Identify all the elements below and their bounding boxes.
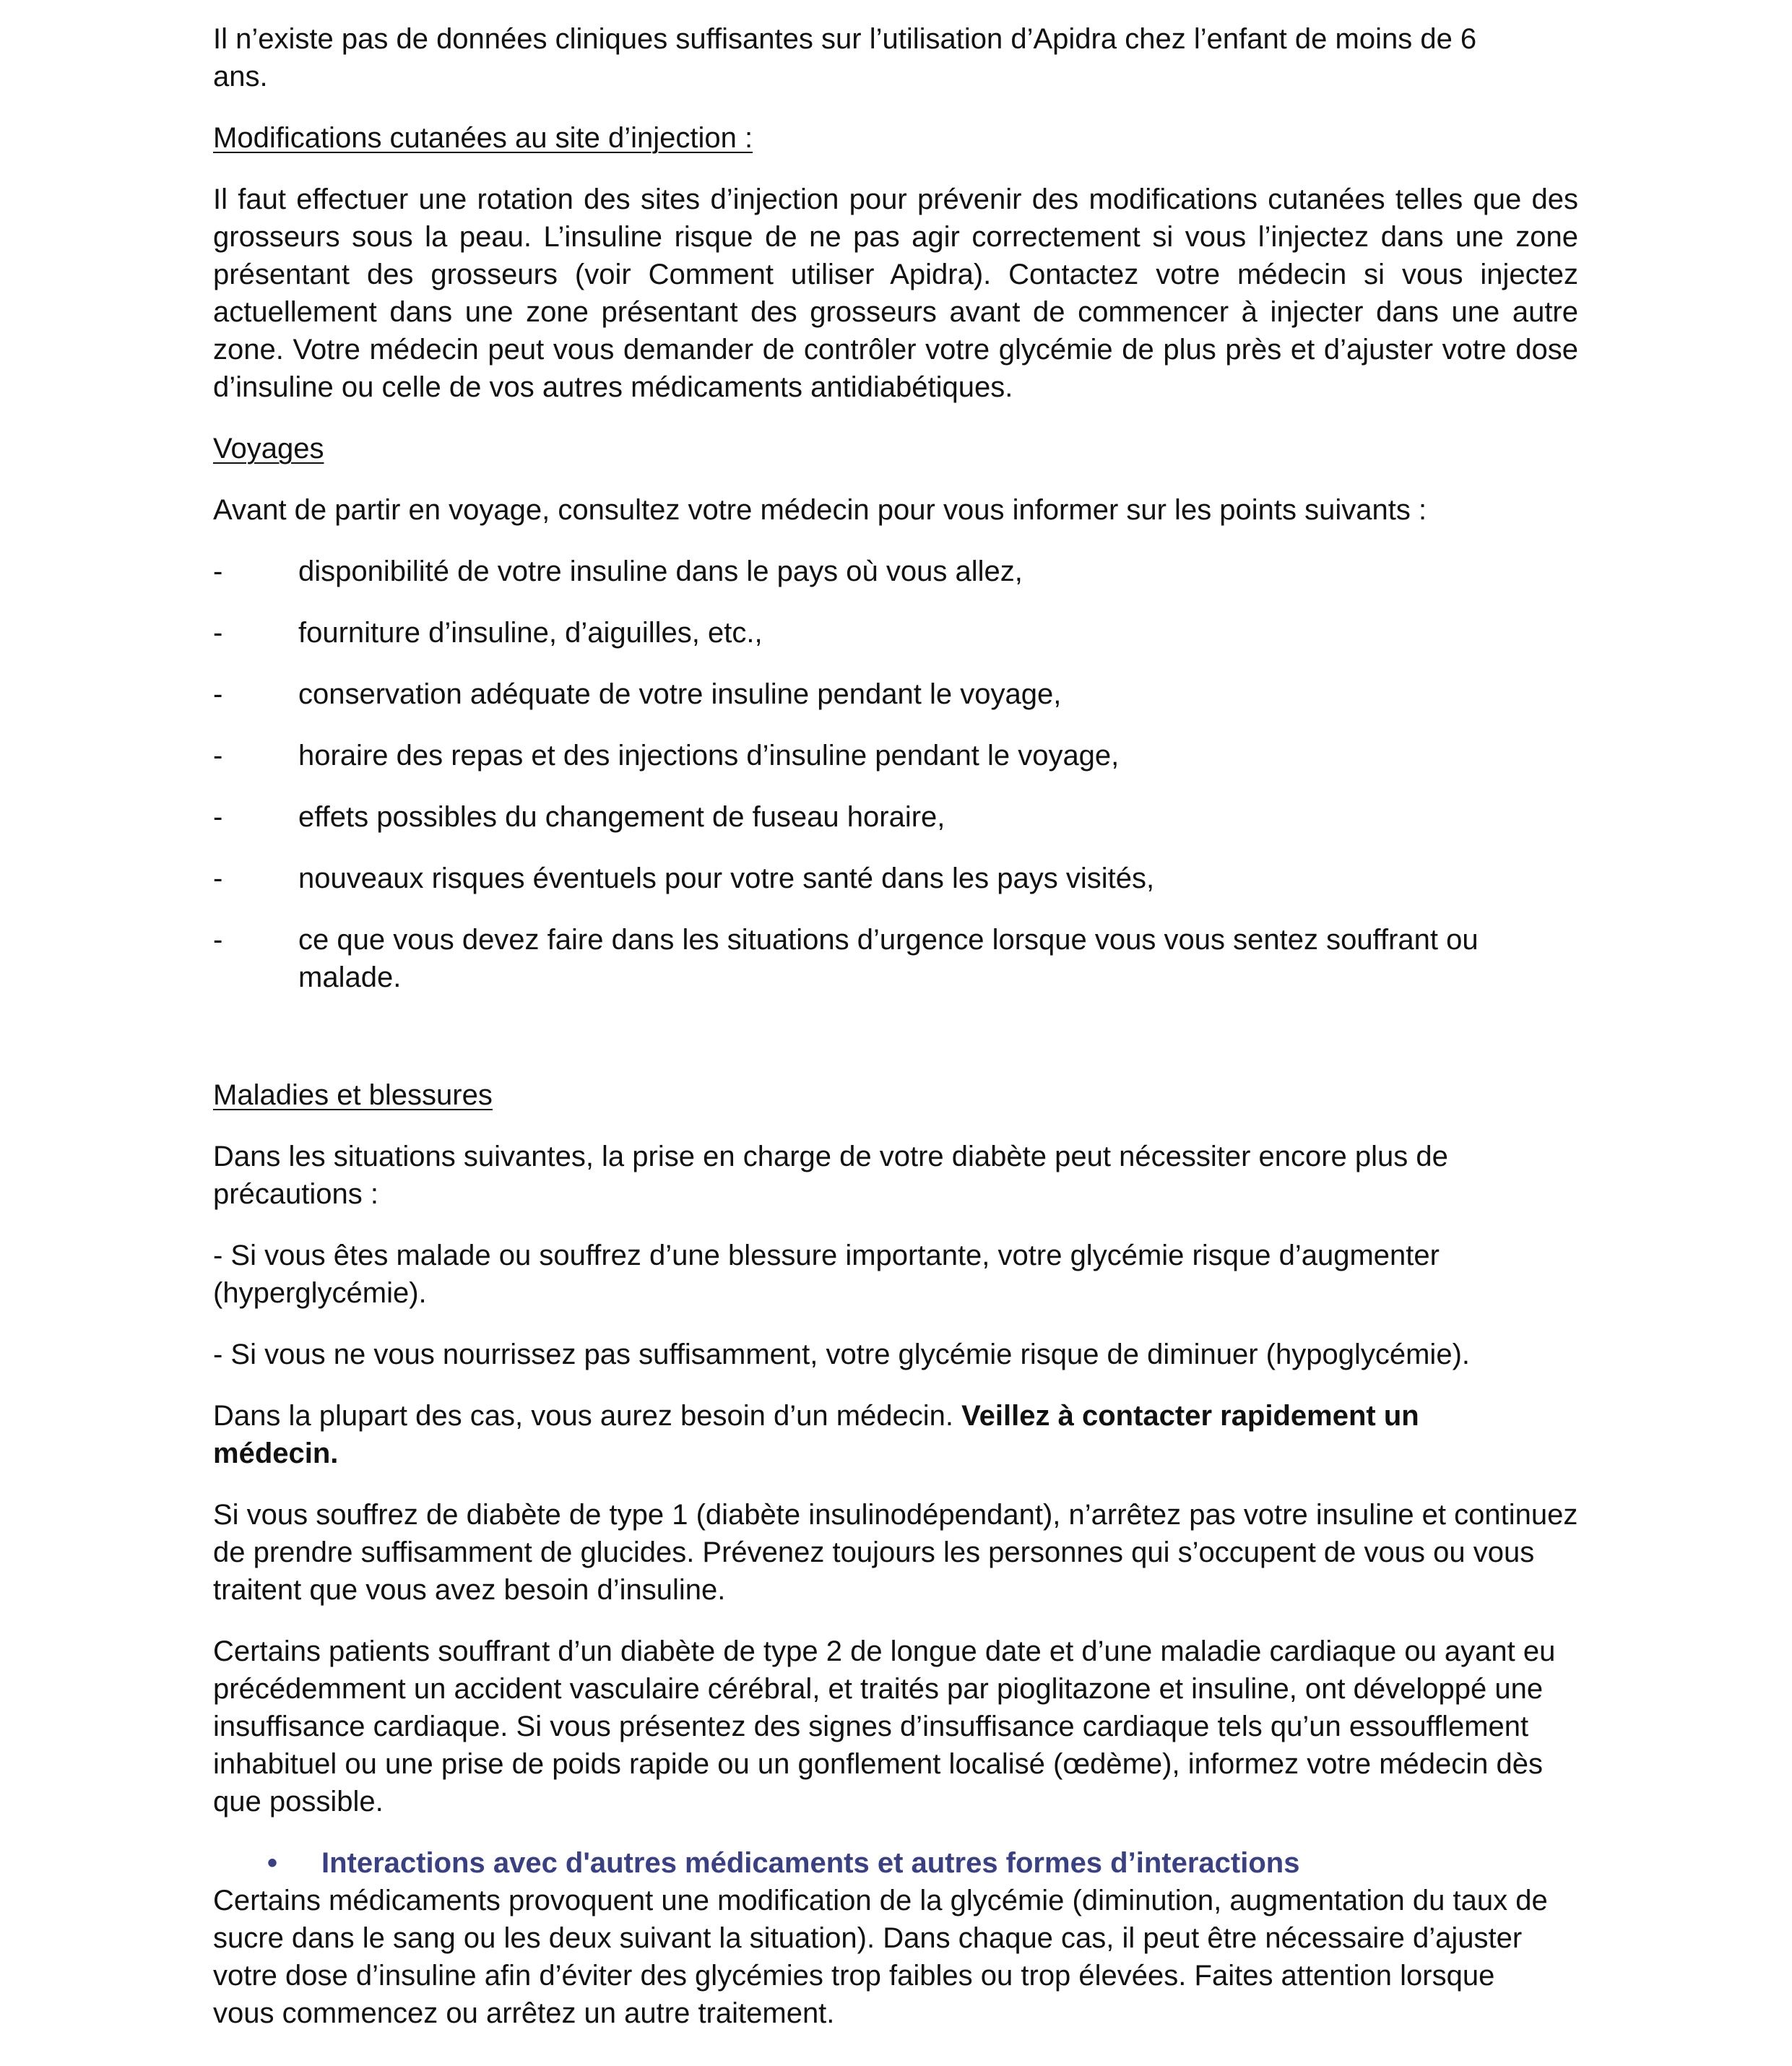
travel-heading: Voyages: [213, 433, 324, 464]
interactions-heading-text: Interactions avec d'autres médicaments et autres formes d’interactions: [321, 1847, 1300, 1879]
list-item-text: nouveaux risques éventuels pour votre santé dans les pays visités,: [298, 863, 1155, 894]
list-dash: -: [213, 924, 223, 956]
skin-paragraph: Il faut effectuer une rotation des sites d’injection pour prévenir des modifications cutanées telles que des grosseurs sous la peau. L’insuline risque de ne pas agir correctement si vous l’injectez dans une zone présentant des grosseurs (voir Comment utiliser Apidra). Contactez votre médecin si vous injectez actuellement dans une zone présentant des grosseurs avant de commencer à injecter dans une autre zone. Votre médecin peut vous demander de contrôler votre glycémie de plus près et d’ajuster votre dose d’insuline ou celle de vos autres médicaments antidiabétiques.: [213, 183, 1578, 403]
list-item-text: fourniture d’insuline, d’aiguilles, etc.,: [298, 617, 763, 649]
doctor-bold-text: Veillez à contacter rapidement un médecin.: [213, 1400, 1419, 1469]
list-item-text: conservation adéquate de votre insuline pendant le voyage,: [298, 678, 1062, 710]
list-item-text: ce que vous devez faire dans les situations d’urgence lorsque vous vous sentez souffrant ou malade.: [298, 924, 1479, 993]
list-item: [213, 675, 1578, 713]
bullet-icon: •: [267, 1847, 278, 1879]
spacer: [213, 1020, 1578, 1076]
list-item: [213, 737, 1578, 774]
illness-intro: Dans les situations suivantes, la prise en charge de votre diabète peut nécessiter encore plus de précautions :: [213, 1141, 1448, 1210]
list-dash: -: [213, 740, 223, 771]
list-item: [213, 860, 1578, 897]
illness-case-injury: - Si vous êtes malade ou souffrez d’une blessure importante, votre glycémie risque d’augmenter (hyperglycémie).: [213, 1240, 1440, 1309]
travel-intro: Avant de partir en voyage, consultez votre médecin pour vous informer sur les points suivants :: [213, 494, 1427, 526]
list-item-text: disponibilité de votre insuline dans le pays où vous allez,: [298, 556, 1023, 587]
list-item: [213, 921, 1578, 996]
illness-heading: Maladies et blessures: [213, 1079, 493, 1111]
list-item-text: effets possibles du changement de fuseau horaire,: [298, 801, 945, 833]
list-dash: -: [213, 617, 223, 649]
list-dash: -: [213, 678, 223, 710]
travel-list: [213, 553, 1578, 996]
doctor-plain-text: Dans la plupart des cas, vous aurez besoin d’un médecin.: [213, 1400, 954, 1432]
list-item-text: horaire des repas et des injections d’insuline pendant le voyage,: [298, 740, 1120, 771]
list-dash: -: [213, 556, 223, 587]
interactions-paragraph: Certains médicaments provoquent une modification de la glycémie (diminution, augmentation du taux de sucre dans le sang ou les deux suivant la situation). Dans chaque cas, il peut être nécessaire d’ajuster votre dose d’insuline afin d’éviter des glycémies trop faibles ou trop élevées. Faites attention lorsque vous commencez ou arrêtez un autre traitement.: [213, 1885, 1548, 2029]
list-item: [213, 614, 1578, 652]
illness-case-food: - Si vous ne vous nourrissez pas suffisamment, votre glycémie risque de diminuer (hypoglycémie).: [213, 1339, 1470, 1370]
type1-paragraph: Si vous souffrez de diabète de type 1 (diabète insulinodépendant), n’arrêtez pas votre insuline et continuez de prendre suffisamment de glucides. Prévenez toujours les personnes qui s’occupent de vous ou vous traitent que vous avez besoin d’insuline.: [213, 1499, 1578, 1606]
list-dash: -: [213, 801, 223, 833]
doctor-paragraph: [213, 1397, 1513, 1472]
list-item: [213, 553, 1578, 590]
list-dash: -: [213, 863, 223, 894]
intro-paragraph: Il n’existe pas de données cliniques suffisantes sur l’utilisation d’Apidra chez l’enfant de moins de 6 ans.: [213, 23, 1477, 92]
list-item: [213, 798, 1578, 836]
interactions-section-heading: [213, 1844, 1578, 1882]
skin-heading: Modifications cutanées au site d’injection :: [213, 122, 753, 154]
document-page: [213, 20, 1578, 2056]
type2-paragraph: Certains patients souffrant d’un diabète de type 2 de longue date et d’une maladie cardiaque ou ayant eu précédemment un accident vasculaire cérébral, et traités par pioglitazone et insuline, ont développé une insuffisance cardiaque. Si vous présentez des signes d’insuffisance cardiaque tels qu’un essoufflement inhabituel ou une prise de poids rapide ou un gonflement localisé (œdème), informez votre médecin dès que possible.: [213, 1635, 1556, 1818]
